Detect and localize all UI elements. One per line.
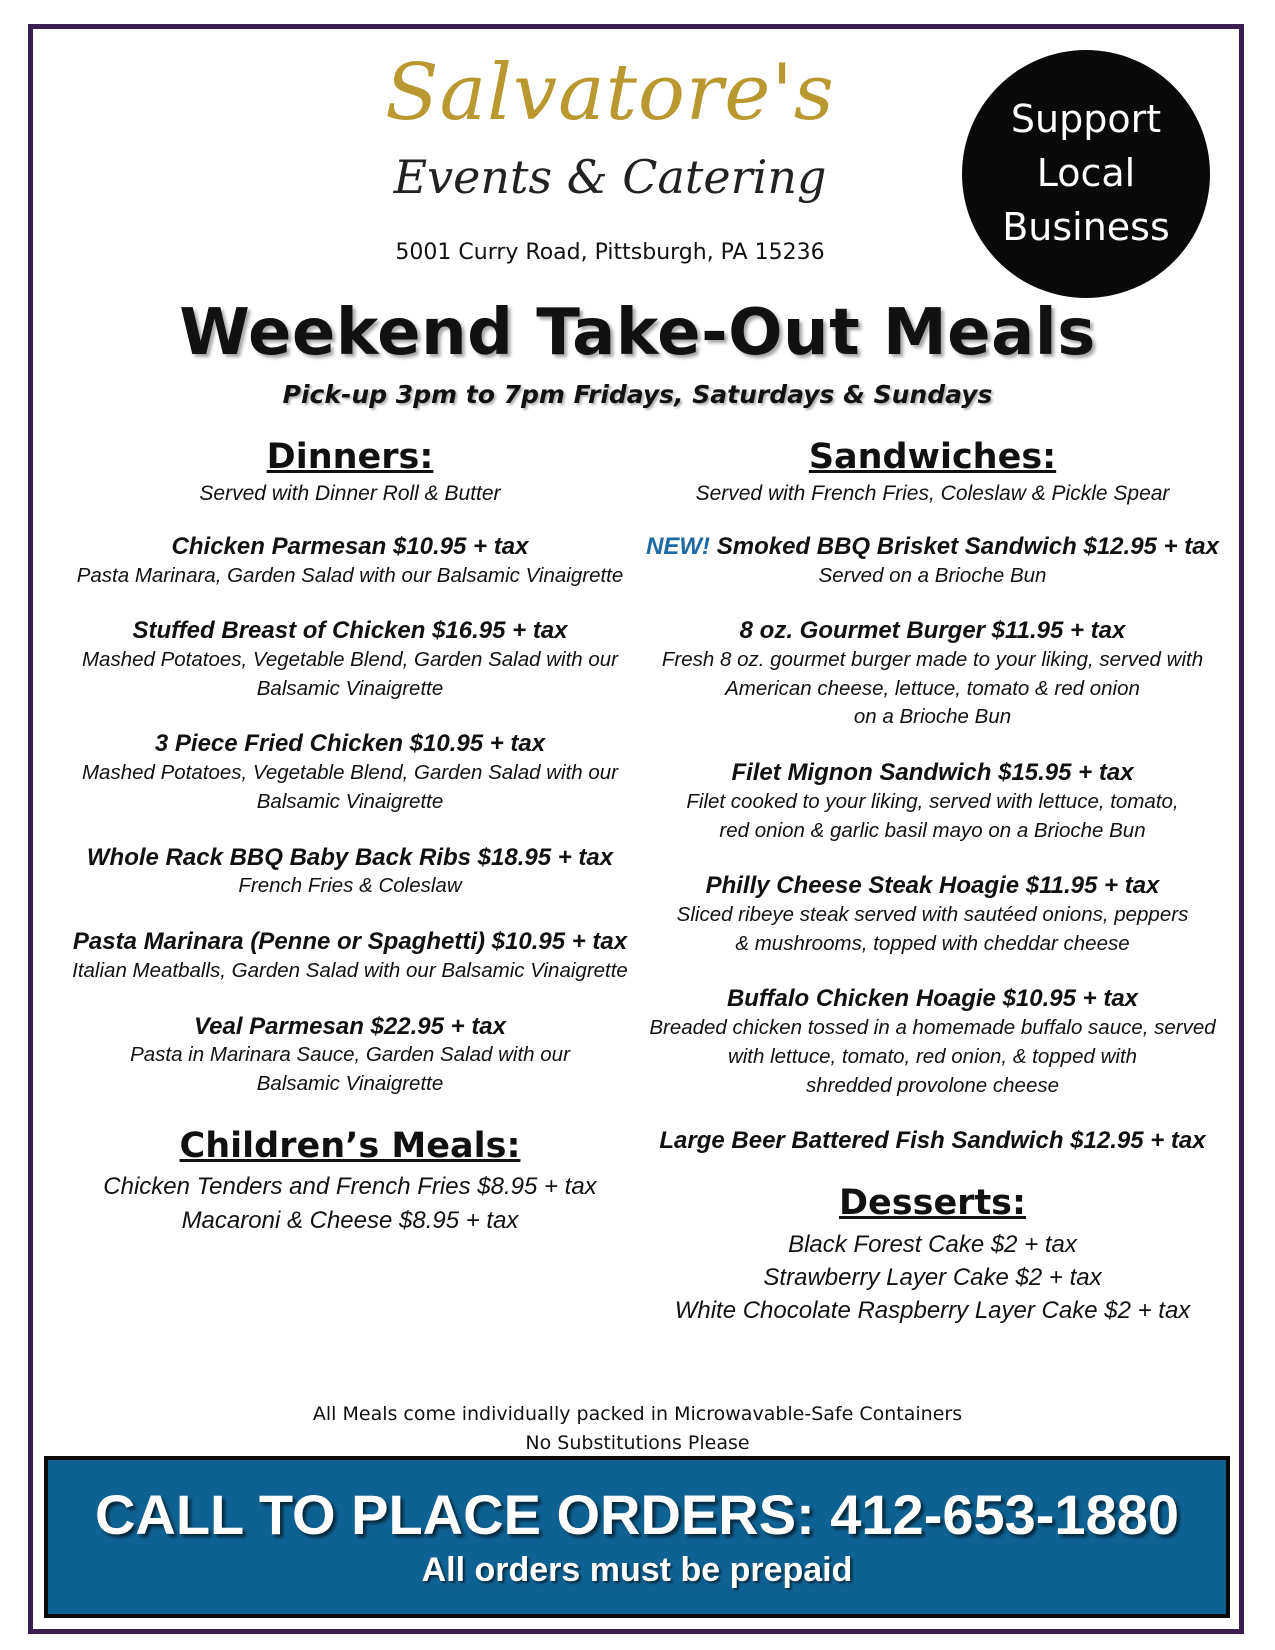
- item-desc: Mashed Potatoes, Vegetable Blend, Garden Salad with our: [81, 761, 618, 785]
- right-column: [640, 436, 1225, 1327]
- item-desc: Balsamic Vinaigrette: [256, 789, 444, 813]
- menu-item: [640, 872, 1225, 958]
- list-item: Chicken Tenders and French Fries $8.95 + tax: [103, 1173, 597, 1201]
- item-title: Stuffed Breast of Chicken $16.95 + tax: [132, 617, 568, 645]
- item-title: Whole Rack BBQ Baby Back Ribs $18.95 + tax: [86, 843, 614, 871]
- call-to-order-banner: [44, 1456, 1230, 1618]
- item-title: Philly Cheese Steak Hoagie $11.95 + tax: [705, 872, 1160, 900]
- desserts-list: [640, 1228, 1225, 1327]
- notes: [150, 1400, 1125, 1457]
- item-desc: American cheese, lettuce, tomato & red onion: [725, 676, 1140, 700]
- item-title: Filet Mignon Sandwich $15.95 + tax: [731, 759, 1134, 787]
- item-desc: Pasta Marinara, Garden Salad with our Balsamic Vinaigrette: [76, 563, 624, 587]
- menu-item: [640, 533, 1225, 590]
- desserts-heading: Desserts:: [838, 1183, 1026, 1224]
- logo: [330, 48, 890, 239]
- menu-item: [640, 1127, 1225, 1156]
- badge-line: Support: [1010, 97, 1162, 142]
- item-desc: Filet cooked to your liking, served with lettuce, tomato,: [686, 789, 1179, 813]
- note-line: No Substitutions Please: [525, 1431, 750, 1454]
- list-item: Black Forest Cake $2 + tax: [788, 1230, 1077, 1258]
- dinners-heading: Dinners:: [266, 437, 434, 477]
- item-desc: Balsamic Vinaigrette: [256, 676, 444, 700]
- item-title: 8 oz. Gourmet Burger $11.95 + tax: [739, 617, 1126, 645]
- item-desc: Breaded chicken tossed in a homemade buffalo sauce, served: [649, 1016, 1216, 1040]
- item-desc: with lettuce, tomato, red onion, & topped with: [727, 1044, 1138, 1068]
- item-title: Chicken Parmesan $10.95 + tax: [171, 532, 529, 560]
- left-column: [60, 436, 640, 1237]
- menu-item: [60, 617, 640, 703]
- item-title: Veal Parmesan $22.95 + tax: [194, 1012, 506, 1040]
- item-desc: Italian Meatballs, Garden Salad with our Balsamic Vinaigrette: [72, 958, 628, 982]
- support-local-badge: [962, 50, 1210, 298]
- menu-item: [60, 1013, 640, 1099]
- phone-line: CALL TO PLACE ORDERS: 412-653-1880: [94, 1483, 1180, 1546]
- dinners-subtitle: Served with Dinner Roll & Butter: [199, 481, 501, 505]
- menu-item: [60, 928, 640, 985]
- list-item: Macaroni & Cheese $8.95 + tax: [181, 1206, 519, 1234]
- item-desc: red onion & garlic basil mayo on a Brioche Bun: [719, 818, 1146, 842]
- item-desc: French Fries & Coleslaw: [238, 874, 462, 898]
- childrens-list: [60, 1170, 640, 1236]
- note-line: All Meals come individually packed in Microwavable-Safe Containers: [312, 1403, 963, 1425]
- prepaid-note: All orders must be prepaid: [421, 1551, 853, 1589]
- sandwiches-subtitle: Served with French Fries, Coleslaw & Pickle Spear: [695, 481, 1170, 505]
- item-desc: Balsamic Vinaigrette: [256, 1072, 444, 1096]
- badge-line: Local: [1036, 151, 1136, 196]
- new-label: NEW!: [646, 532, 711, 560]
- logo-name: Salvatore's: [385, 48, 835, 138]
- item-title: Pasta Marinara (Penne or Spaghetti) $10.95 + tax: [72, 928, 628, 956]
- item-desc: & mushrooms, topped with cheddar cheese: [735, 931, 1130, 955]
- menu-item: [60, 844, 640, 901]
- childrens-heading: Children’s Meals:: [179, 1125, 521, 1166]
- page-title: Weekend Take-Out Meals: [179, 296, 1096, 370]
- address: 5001 Curry Road, Pittsburgh, PA 15236: [395, 240, 825, 265]
- item-desc: shredded provolone cheese: [805, 1073, 1060, 1097]
- item-title: 3 Piece Fried Chicken $10.95 + tax: [154, 730, 546, 758]
- menu-item: [60, 730, 640, 816]
- item-desc: Mashed Potatoes, Vegetable Blend, Garden Salad with our: [81, 648, 618, 672]
- pickup-hours: Pick-up 3pm to 7pm Fridays, Saturdays & Sundays: [282, 380, 993, 409]
- item-title: Buffalo Chicken Hoagie $10.95 + tax: [726, 985, 1139, 1013]
- list-item: Strawberry Layer Cake $2 + tax: [763, 1263, 1102, 1291]
- item-title: [640, 533, 1225, 562]
- logo-tagline: Events & Catering: [393, 150, 827, 204]
- menu-item: [640, 759, 1225, 845]
- item-desc: Pasta in Marinara Sauce, Garden Salad with our: [130, 1043, 570, 1067]
- menu-item: [640, 985, 1225, 1100]
- item-desc: on a Brioche Bun: [853, 705, 1012, 729]
- badge-line: Business: [1002, 204, 1170, 249]
- sandwiches-heading: Sandwiches:: [808, 437, 1057, 477]
- menu-item: [640, 617, 1225, 732]
- item-desc: Fresh 8 oz. gourmet burger made to your liking, served with: [661, 648, 1204, 672]
- item-desc: Served on a Brioche Bun: [818, 563, 1047, 587]
- item-title-text: Smoked BBQ Brisket Sandwich $12.95 + tax: [716, 532, 1219, 560]
- menu-item: [60, 533, 640, 590]
- item-desc: Sliced ribeye steak served with sautéed onions, peppers: [676, 903, 1189, 927]
- list-item: White Chocolate Raspberry Layer Cake $2 + tax: [674, 1297, 1191, 1325]
- item-title: Large Beer Battered Fish Sandwich $12.95 + tax: [659, 1127, 1206, 1155]
